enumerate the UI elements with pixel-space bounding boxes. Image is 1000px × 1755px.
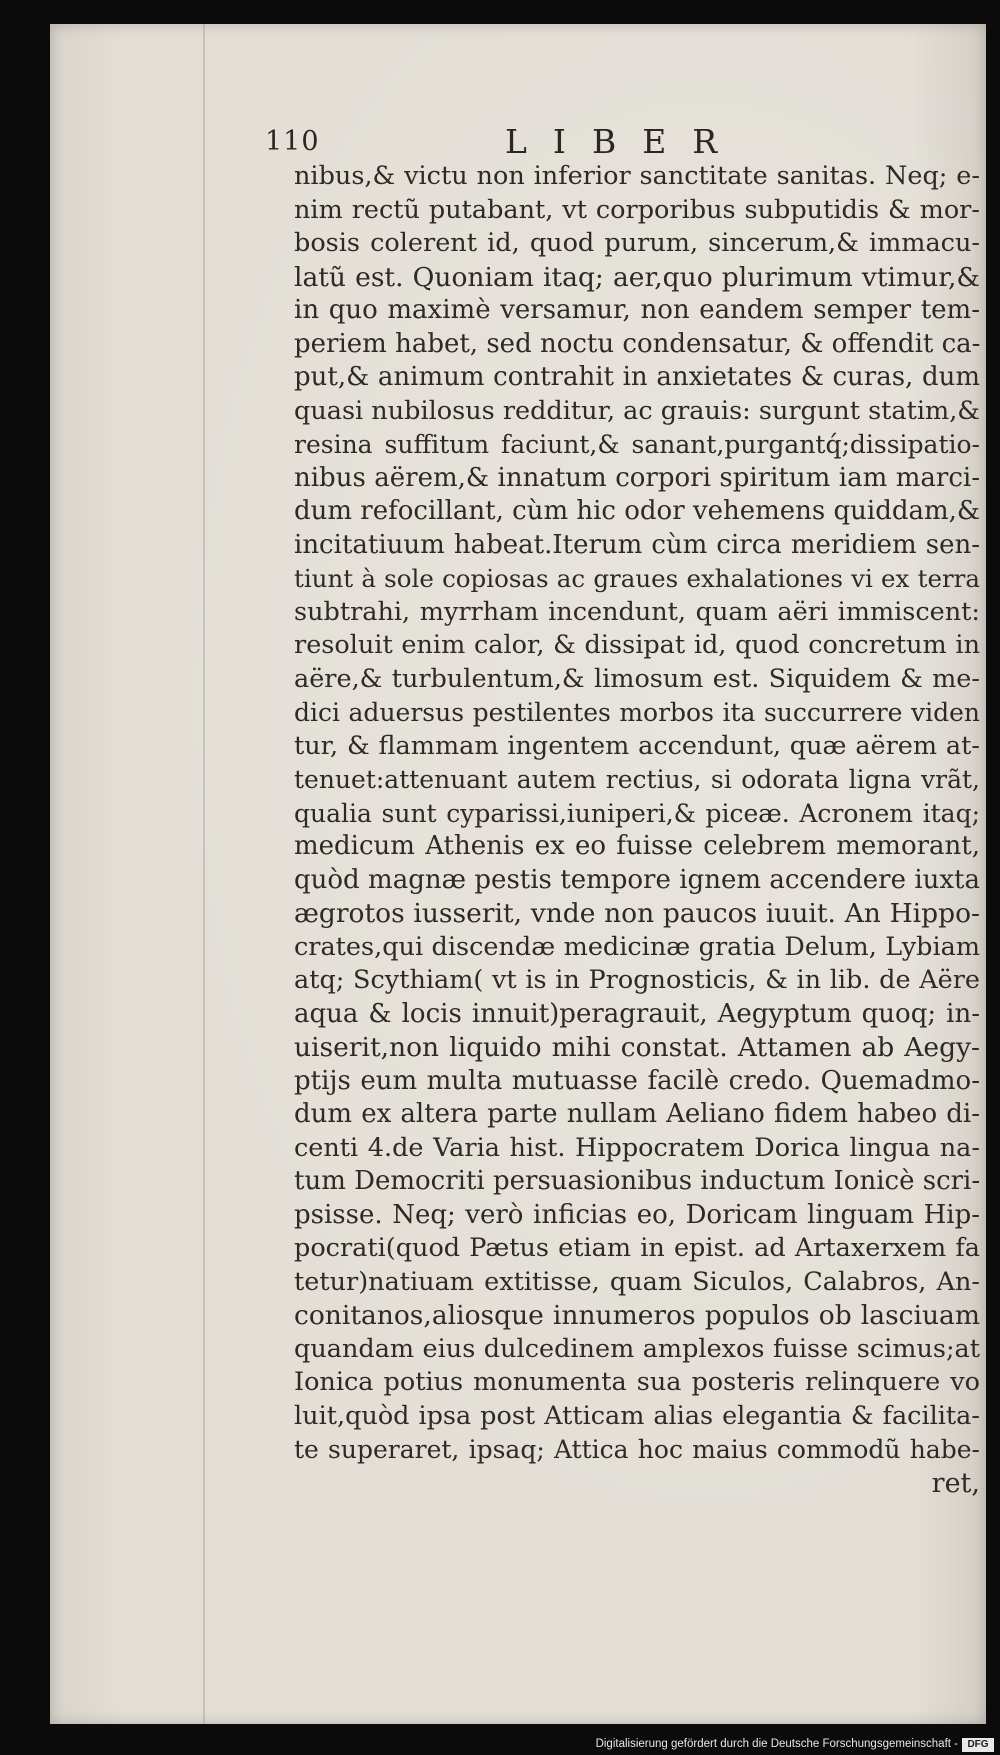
text-line: nibus,& victu non inferior sanctitate sanitas. Neq; e- [294, 161, 980, 191]
text-line: centi 4.de Varia hist. Hippocratem Dorica lingua na- [294, 1132, 980, 1163]
text-line: uiserit,non liquido mihi constat. Attamen ab Aegy- [294, 1032, 980, 1063]
text-line: in quo maximè versamur, non eandem semper tem- [294, 295, 980, 325]
text-line: quasi nubilosus redditur, ac grauis: surgunt statim,& [294, 395, 980, 426]
dfg-logo: DFG [962, 1738, 994, 1752]
text-line: quòd magnæ pestis tempore ignem accendere iuxta [294, 864, 980, 895]
text-line: dici aduersus pestilentes morbos ita succurrere viden [294, 698, 980, 727]
page-gutter [203, 24, 205, 1724]
text-line: luit,quòd ipsa post Atticam alias elegantia & facilita- [294, 1400, 980, 1431]
text-line: qualia sunt cyparissi,iuniperi,& piceæ. Acronem itaq; [294, 798, 980, 828]
text-line: Ionica potius monumenta sua posteris relinquere vo [294, 1367, 980, 1397]
text-line: crates,qui discendæ medicinæ gratia Delum, Lybiam [294, 931, 980, 962]
text-line: tum Democriti persuasionibus inductum Ionicè scri- [294, 1166, 980, 1196]
text-line: conitanos,aliosque innumeros populos ob lasciuam [294, 1300, 980, 1331]
page-number: 110 [265, 126, 320, 157]
text-line: bosis colerent id, quod purum, sincerum,& immacu- [294, 228, 980, 258]
text-line: tenuet:attenuant autem rectius, si odorata ligna vrãt, [294, 765, 980, 794]
text-line: psisse. Neq; verò inficias eo, Doricam linguam Hip- [294, 1199, 980, 1230]
text-line: medicum Athenis ex eo fuisse celebrem memorant, [294, 831, 980, 861]
text-line: aqua & locis innuit)peragrauit, Aegyptum quoq; in- [294, 998, 980, 1029]
text-line: resina suffitum faciunt,& sanant,purgantq́;dissipatio- [294, 430, 980, 459]
text-line: aëre,& turbulentum,& limosum est. Siquidem & me- [294, 663, 980, 694]
page-header [265, 122, 985, 162]
text-line: dum ex altera parte nullam Aeliano fidem habeo di- [294, 1099, 980, 1129]
text-line: latũ est. Quoniam itaq; aer,quo plurimum vtimur,& [294, 261, 980, 293]
text-line: subtrahi, myrrham incendunt, quam aëri immiscent: [294, 596, 980, 627]
catchword-line: ret, [931, 1467, 980, 1499]
body-text [294, 160, 980, 1500]
text-line: atq; Scythiam( vt is in Prognosticis, & in lib. de Aëre [294, 965, 980, 995]
footer-credit: Digitalisierung gefördert durch die Deutsche Forschungsgemeinschaft - [595, 1738, 958, 1750]
text-line: dum refocillant, cùm hic odor vehemens quiddam,& [294, 496, 980, 526]
text-line: incitatiuum habeat.Iterum cùm circa meridiem sen- [294, 529, 980, 560]
text-line: nim rectũ putabant, vt corporibus subputidis & mor- [294, 194, 980, 225]
text-line: quandam eius dulcedinem amplexos fuisse scimus;at [294, 1333, 980, 1364]
text-line: resoluit enim calor, & dissipat id, quod concretum in [294, 630, 980, 660]
text-line: ægrotos iusserit, vnde non paucos iuuit. An Hippo- [294, 898, 980, 929]
text-line: put,& animum contrahit in anxietates & curas, dum [294, 362, 980, 392]
running-head: LIBER [505, 122, 744, 161]
text-line: tur, & flammam ingentem accendunt, quæ aërem at- [294, 730, 980, 761]
text-line: pocrati(quod Pætus etiam in epist. ad Artaxerxem fa [294, 1233, 980, 1263]
text-line: tetur)natiuam extitisse, quam Siculos, Calabros, An- [294, 1266, 980, 1297]
text-line: te superaret, ipsaq; Attica hoc maius commodũ habe- [294, 1435, 980, 1464]
text-line: tiunt à sole copiosas ac graues exhalationes vi ex terra [294, 564, 980, 593]
text-line: periem habet, sed noctu condensatur, & offendit ca- [294, 328, 980, 359]
text-line: ptijs eum multa mutuasse facilè credo. Quemadmo- [294, 1065, 980, 1096]
text-line: nibus aërem,& innatum corpori spiritum iam marci- [294, 462, 980, 493]
